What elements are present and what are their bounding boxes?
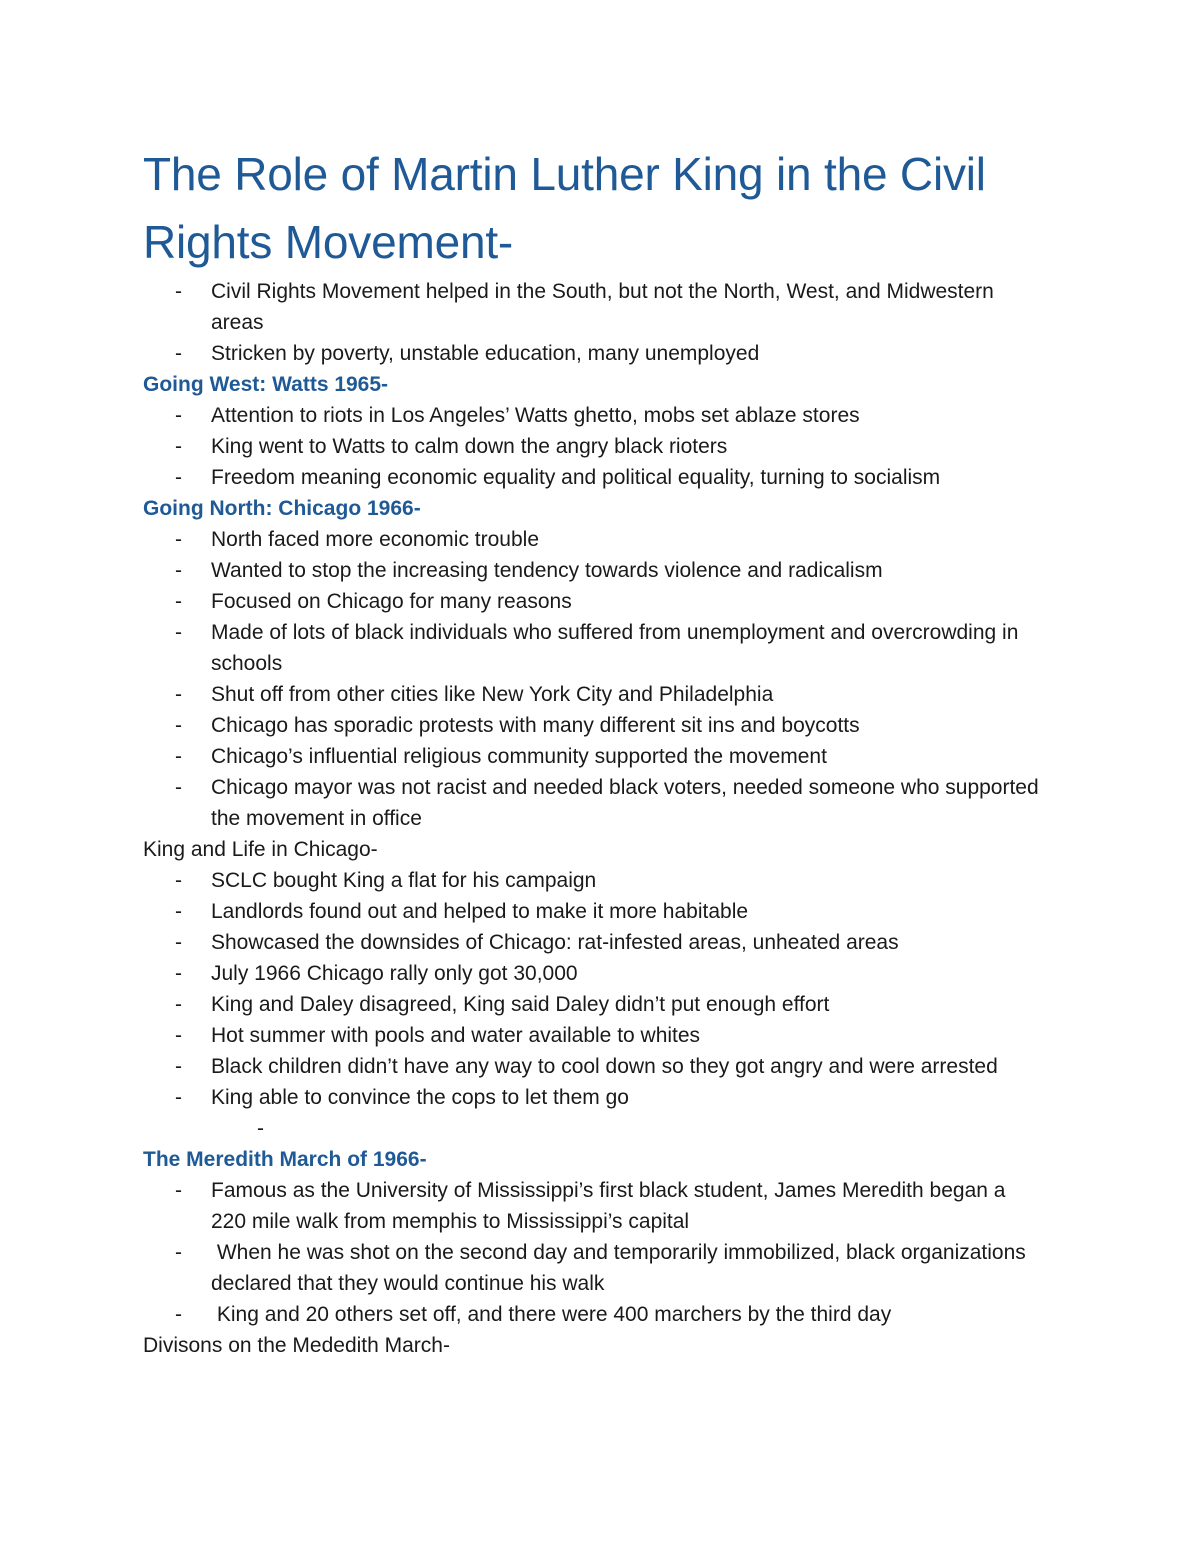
list-item: - Chicago mayor was not racist and needed black voters, needed someone who supported the movement in office [143,772,1043,834]
list-item: - Black children didn’t have any way to cool down so they got angry and were arrested [143,1051,1043,1082]
dash-bullet-icon: - [175,1024,182,1047]
list-item: - Freedom meaning economic equality and political equality, turning to socialism [143,462,1043,493]
list-item: - Focused on Chicago for many reasons [143,586,1043,617]
list-item: - King went to Watts to calm down the angry black rioters [143,431,1043,462]
list-item: - When he was shot on the second day and temporarily immobilized, black organizations declared that they would continue his walk [143,1237,1043,1299]
list-item: - Wanted to stop the increasing tendency towards violence and radicalism [143,555,1043,586]
list-item: - North faced more economic trouble [143,524,1043,555]
list-item: - July 1966 Chicago rally only got 30,000 [143,958,1043,989]
dash-bullet-icon: - [175,1055,182,1078]
list-item: - King and Daley disagreed, King said Daley didn’t put enough effort [143,989,1043,1020]
list-item: - King and 20 others set off, and there were 400 marchers by the third day [143,1299,1043,1330]
list-item: - Chicago has sporadic protests with many different sit ins and boycotts [143,710,1043,741]
empty-nested-bullet [143,1113,1043,1144]
dash-bullet-icon: - [175,993,182,1016]
dash-bullet-icon: - [175,590,182,613]
dash-bullet-icon: - [175,528,182,551]
list-item: - Shut off from other cities like New York City and Philadelphia [143,679,1043,710]
list-item: - Attention to riots in Los Angeles’ Watts ghetto, mobs set ablaze stores [143,400,1043,431]
watts-list [143,400,1043,493]
dash-bullet-icon: - [175,1303,182,1326]
dash-bullet-icon: - [175,280,182,303]
dash-bullet-icon: - [175,745,182,768]
section-heading-life-in-chicago: King and Life in Chicago- [143,838,378,861]
section-heading-watts: Going West: Watts 1965- [143,373,389,396]
dash-bullet-icon: - [175,621,182,644]
list-item: - Made of lots of black individuals who suffered from unemployment and overcrowding in schools [143,617,1043,679]
section-heading-divisions: Divisons on the Mededith March- [143,1334,450,1357]
list-item: - SCLC bought King a flat for his campaign [143,865,1043,896]
list-item: - Famous as the University of Mississippi’s first black student, James Meredith began a 220 mile walk from memphis to Mississippi’s capital [143,1175,1043,1237]
section-heading-meredith: The Meredith March of 1966- [143,1148,427,1171]
list-item: - Chicago’s influential religious community supported the movement [143,741,1043,772]
dash-bullet-icon: - [175,1086,182,1109]
dash-bullet-icon: - [175,683,182,706]
list-item: - Civil Rights Movement helped in the South, but not the North, West, and Midwestern areas [143,276,1043,338]
dash-bullet-icon: - [175,404,182,427]
dash-bullet-icon: - [175,900,182,923]
dash-bullet-icon: - [257,1117,264,1140]
list-item: - Hot summer with pools and water available to whites [143,1020,1043,1051]
meredith-list [143,1175,1043,1330]
list-item: - Landlords found out and helped to make it more habitable [143,896,1043,927]
page-title: The Role of Martin Luther King in the Civil Rights Movement- [143,148,986,268]
dash-bullet-icon: - [175,1179,182,1202]
dash-bullet-icon: - [175,466,182,489]
list-item: - Showcased the downsides of Chicago: rat-infested areas, unheated areas [143,927,1043,958]
dash-bullet-icon: - [175,559,182,582]
life-in-chicago-list [143,865,1043,1113]
list-item: - Stricken by poverty, unstable education, many unemployed [143,338,1043,369]
dash-bullet-icon: - [175,869,182,892]
dash-bullet-icon: - [175,962,182,985]
chicago-list [143,524,1043,834]
dash-bullet-icon: - [175,435,182,458]
dash-bullet-icon: - [175,342,182,365]
dash-bullet-icon: - [175,776,182,799]
section-heading-chicago: Going North: Chicago 1966- [143,497,421,520]
dash-bullet-icon: - [175,931,182,954]
list-item: - King able to convince the cops to let them go [143,1082,1043,1113]
dash-bullet-icon: - [175,1241,182,1264]
dash-bullet-icon: - [175,714,182,737]
document-page [143,140,1043,1361]
intro-list [143,276,1043,369]
